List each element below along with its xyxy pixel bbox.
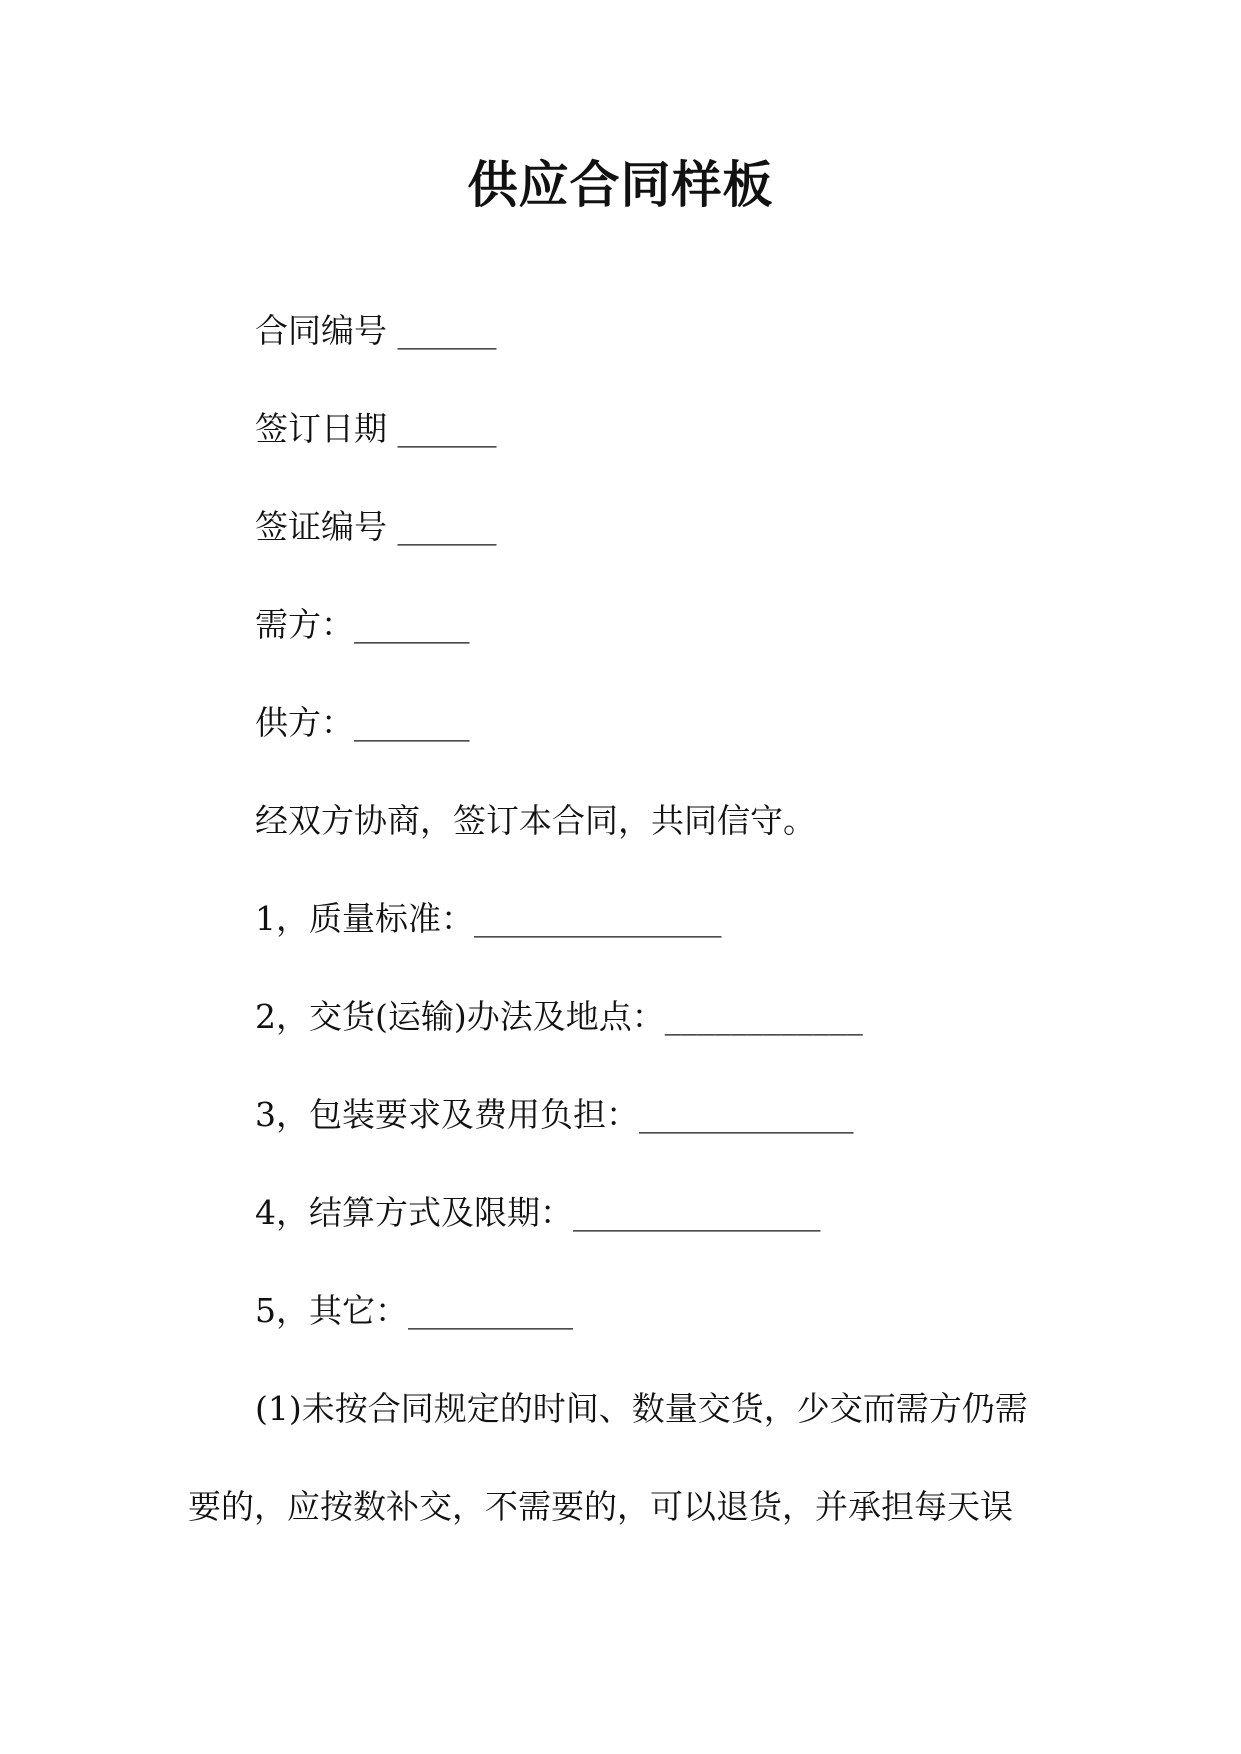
buyer-field: 需方：_______ xyxy=(255,605,470,644)
clause-other: 5，其它：__________ xyxy=(255,1291,573,1330)
signing-date-field: 签订日期 ______ xyxy=(255,409,497,448)
contract-number-field: 合同编号 ______ xyxy=(255,311,497,350)
intro-text: 经双方协商，签订本合同，共同信守。 xyxy=(255,801,816,840)
supplier-field: 供方：_______ xyxy=(255,703,470,742)
clause-quality-standard: 1，质量标准：_______________ xyxy=(255,899,722,938)
clause-packaging: 3，包装要求及费用负担：_____________ xyxy=(255,1095,854,1134)
visa-number-field: 签证编号 ______ xyxy=(255,507,497,546)
clause-delivery-method: 2，交货(运输)办法及地点：____________ xyxy=(255,997,863,1036)
paragraph-line-1: (1)未按合同规定的时间、数量交货，少交而需方仍需 xyxy=(255,1389,1028,1428)
clause-settlement: 4，结算方式及限期：_______________ xyxy=(255,1193,821,1232)
paragraph-line-2: 要的，应按数补交，不需要的，可以退货，并承担每天误 xyxy=(188,1487,1013,1526)
document-title: 供应合同样板 xyxy=(467,155,774,214)
